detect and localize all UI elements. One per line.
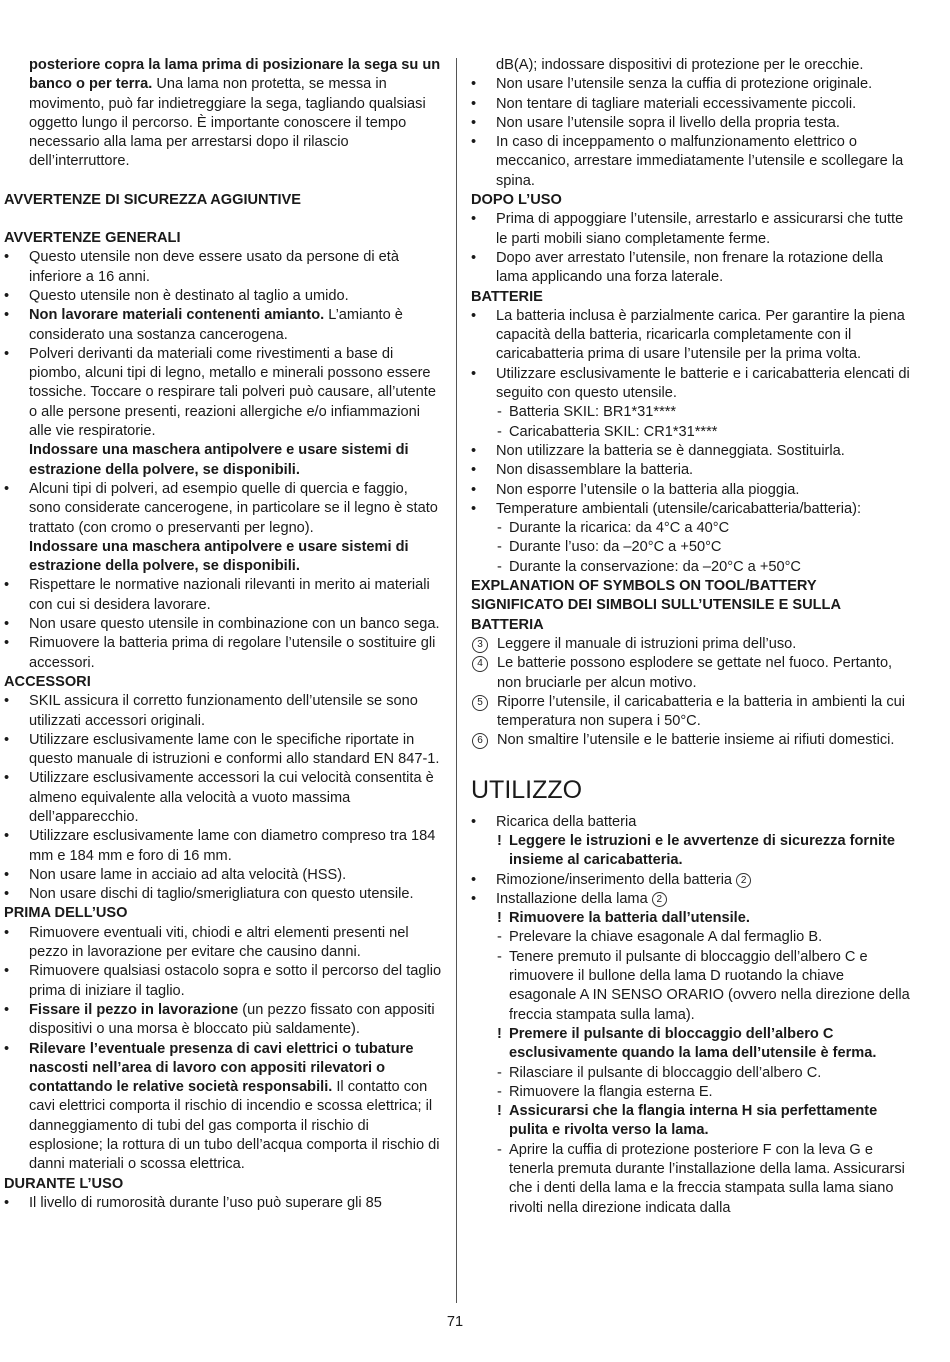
list-item: • Non usare questo utensile in combinazione con un banco sega. xyxy=(4,615,442,634)
symbol-item: 5 Riporre l’utensile, il caricabatteria e la batteria in ambienti la cui temperatura non supera i 50°C. xyxy=(471,693,911,732)
list-item-continuation: dB(A); indossare dispositivi di protezione per le orecchie. xyxy=(496,57,864,73)
list-item: • Non esporre l’utensile o la batteria alla pioggia. xyxy=(471,481,911,500)
list-item: • Non disassemblare la batteria. xyxy=(471,461,911,480)
column-divider xyxy=(456,58,457,1303)
page-number: 71 xyxy=(446,1314,464,1330)
sub-item: - Caricabatteria SKIL: CR1*31**** xyxy=(471,423,911,442)
list-item: • Temperature ambientali (utensile/caricabatteria/batteria): xyxy=(471,500,911,519)
list-item: • Questo utensile non deve essere usato da persone di età inferiore a 16 anni. xyxy=(4,248,442,287)
list-item: • Fissare il pezzo in lavorazione (un pezzo fissato con appositi dispositivi o una morsa è bloccato più saldamente). xyxy=(4,1001,442,1040)
list-item: • Non usare dischi di taglio/smerigliatura con questo utensile. xyxy=(4,885,442,904)
warning-item: ! Premere il pulsante di bloccaggio dell’albero C esclusivamente quando la lama dell’utensile è ferma. xyxy=(471,1025,911,1064)
sub-item: - Durante la conservazione: da –20°C a +50°C xyxy=(471,558,911,577)
heading-batterie: BATTERIE xyxy=(471,288,543,305)
right-column xyxy=(471,56,911,1218)
list-item: • Rimuovere la batteria prima di regolare l’utensile o sostituire gli accessori. xyxy=(4,634,442,673)
circled-number-icon: 6 xyxy=(472,733,488,749)
list-item: • Non utilizzare la batteria se è danneggiata. Sostituirla. xyxy=(471,442,911,461)
list-item: • Alcuni tipi di polveri, ad esempio quelle di quercia e faggio, sono considerate cancerogene, in particolare se il legno è stato trattato (con cromo o preservanti per legno). Indossare una maschera antipolvere e usare sistemi di estrazione della polvere, se disponibili. xyxy=(4,480,442,576)
step-item: - Tenere premuto il pulsante di bloccaggio dell’albero C e rimuovere il bullone della lama D ruotando la chiave esagonale A IN SENSO ORARIO (ovvero nella direzione della freccia stampata sulla lama). xyxy=(471,948,911,1025)
list-item: • Non tentare di tagliare materiali eccessivamente piccoli. xyxy=(471,95,911,114)
heading-avvertenze-generali: AVVERTENZE GENERALI xyxy=(4,230,181,247)
step-item: - Rilasciare il pulsante di bloccaggio dell’albero C. xyxy=(471,1064,911,1083)
section-title-utilizzo: UTILIZZO xyxy=(471,775,583,804)
circled-number-icon: 3 xyxy=(472,637,488,653)
list-item: • Non usare l’utensile senza la cuffia di protezione originale. xyxy=(471,75,911,94)
heading-symbols-it: SIGNIFICATO DEI SIMBOLI SULL’UTENSILE E SULLA BATTERIA xyxy=(471,597,841,633)
warning-item: ! Rimuovere la batteria dall’utensile. xyxy=(471,909,911,928)
list-item: • Rispettare le normative nazionali rilevanti in merito ai materiali con cui si desidera lavorare. xyxy=(4,576,442,615)
list-item: • Utilizzare esclusivamente lame con diametro compreso tra 184 mm e 184 mm e foro di 16 mm. xyxy=(4,827,442,866)
list-item: • Rimozione/inserimento della batteria 2 xyxy=(471,871,911,890)
list-item: • Il livello di rumorosità durante l’uso può superare gli 85 xyxy=(4,1194,442,1213)
sub-item: - Durante la ricarica: da 4°C a 40°C xyxy=(471,519,911,538)
warning-item: ! Assicurarsi che la flangia interna H sia perfettamente pulita e rivolta verso la lama. xyxy=(471,1102,911,1141)
heading-avvertenze-aggiuntive: AVVERTENZE DI SICUREZZA AGGIUNTIVE xyxy=(4,191,302,208)
list-item: • Rimuovere qualsiasi ostacolo sopra e sotto il percorso del taglio prima di iniziare il taglio. xyxy=(4,962,442,1001)
list-item: • Prima di appoggiare l’utensile, arrestarlo e assicurarsi che tutte le parti mobili siano completamente ferme. xyxy=(471,210,911,249)
circled-number-icon: 2 xyxy=(652,892,667,907)
list-item: • Utilizzare esclusivamente le batterie e i caricabatteria elencati di seguito con questo utensile. xyxy=(471,365,911,404)
list-item: • Dopo aver arrestato l’utensile, non frenare la rotazione della lama applicando una forza laterale. xyxy=(471,249,911,288)
list-item: • Polveri derivanti da materiali come rivestimenti a base di piombo, alcuni tipi di legno, metallo e minerali possono essere tossiche. Toccare o respirare tali polveri può causare, all’utente o alle persone presenti, reazioni allergiche e/o infiammazioni alle vie respiratorie. Indossare una maschera antipolvere e usare sistemi di estrazione della polvere, se disponibili. xyxy=(4,345,442,480)
symbol-item: 3 Leggere il manuale di istruzioni prima dell’uso. xyxy=(471,635,911,654)
sub-item: - Durante l’uso: da –20°C a +50°C xyxy=(471,538,911,557)
sub-item: - Batteria SKIL: BR1*31**** xyxy=(471,403,911,422)
symbol-item: 6 Non smaltire l’utensile e le batterie insieme ai rifiuti domestici. xyxy=(471,731,911,750)
list-item: • Utilizzare esclusivamente lame con le specifiche riportate in questo manuale di istruzioni e conformi allo standard EN 847-1. xyxy=(4,731,442,770)
symbol-item: 4 Le batterie possono esplodere se gettate nel fuoco. Pertanto, non bruciarle per alcun motivo. xyxy=(471,654,911,693)
list-item: • Non usare l’utensile sopra il livello della propria testa. xyxy=(471,114,911,133)
warning-item: ! Leggere le istruzioni e le avvertenze di sicurezza fornite insieme al caricabatteria. xyxy=(471,832,911,871)
heading-prima-uso: PRIMA DELL’USO xyxy=(4,905,128,922)
list-item: • La batteria inclusa è parzialmente carica. Per garantire la piena capacità della batteria, ricaricarla completamente con il caricabatteria prima di usare l’utensile per la prima volta. xyxy=(471,307,911,365)
list-item: • Questo utensile non è destinato al taglio a umido. xyxy=(4,287,442,306)
step-item: - Aprire la cuffia di protezione posteriore F con la leva G e tenerla premuta durante l’installazione della lama. Assicurarsi che i denti della lama e la freccia stampata sulla lama siano rivolti nella direzione indicata dalla xyxy=(471,1141,911,1218)
list-item: • SKIL assicura il corretto funzionamento dell’utensile se sono utilizzati accessori originali. xyxy=(4,692,442,731)
list-item: • Installazione della lama 2 xyxy=(471,890,911,909)
circled-number-icon: 4 xyxy=(472,656,488,672)
step-item: - Prelevare la chiave esagonale A dal fermaglio B. xyxy=(471,928,911,947)
list-item: • Rimuovere eventuali viti, chiodi e altri elementi presenti nel pezzo in lavorazione per evitare che causino danni. xyxy=(4,924,442,963)
list-item: • Utilizzare esclusivamente accessori la cui velocità consentita è almeno equivalente alla velocità a vuoto massima dell’apparecchio. xyxy=(4,769,442,827)
heading-durante-uso: DURANTE L’USO xyxy=(4,1175,124,1192)
intro-paragraph: posteriore copra la lama prima di posizionare la sega su un banco o per terra. Una lama non protetta, se messa in movimento, può far indietreggiare la sega, tagliando qualsiasi oggetto lungo il percorso. È importante conoscere il tempo necessario alla lama per arrestarsi dopo il rilascio dell’interruttore. xyxy=(29,57,441,170)
circled-number-icon: 5 xyxy=(472,695,488,711)
list-item: • Rilevare l’eventuale presenza di cavi elettrici o tubature nascosti nell’area di lavoro con appositi rilevatori o contattando le relative società responsabili. Il contatto con cavi elettrici comporta il rischio di incendio e scossa elettrica; il danneggiamento di tubi del gas comporta il rischio di esplosione; la rottura di un tubo dell’acqua comporta il rischio di danni materiali o scossa elettrica. xyxy=(4,1040,442,1175)
list-item: • Non usare lame in acciaio ad alta velocità (HSS). xyxy=(4,866,442,885)
step-item: - Rimuovere la flangia esterna E. xyxy=(471,1083,911,1102)
circled-number-icon: 2 xyxy=(736,873,751,888)
list-item: • Ricarica della batteria xyxy=(471,813,911,832)
list-item: • In caso di inceppamento o malfunzionamento elettrico o meccanico, arrestare immediatamente l’utensile e scollegare la spina. xyxy=(471,133,911,191)
heading-accessori: ACCESSORI xyxy=(4,673,91,690)
heading-symbols-en: EXPLANATION OF SYMBOLS ON TOOL/BATTERY xyxy=(471,578,817,595)
heading-dopo-uso: DOPO L’USO xyxy=(471,192,562,209)
left-column xyxy=(4,56,442,1213)
list-item: • Non lavorare materiali contenenti amianto. L’amianto è considerato una sostanza cancerogena. xyxy=(4,306,442,345)
